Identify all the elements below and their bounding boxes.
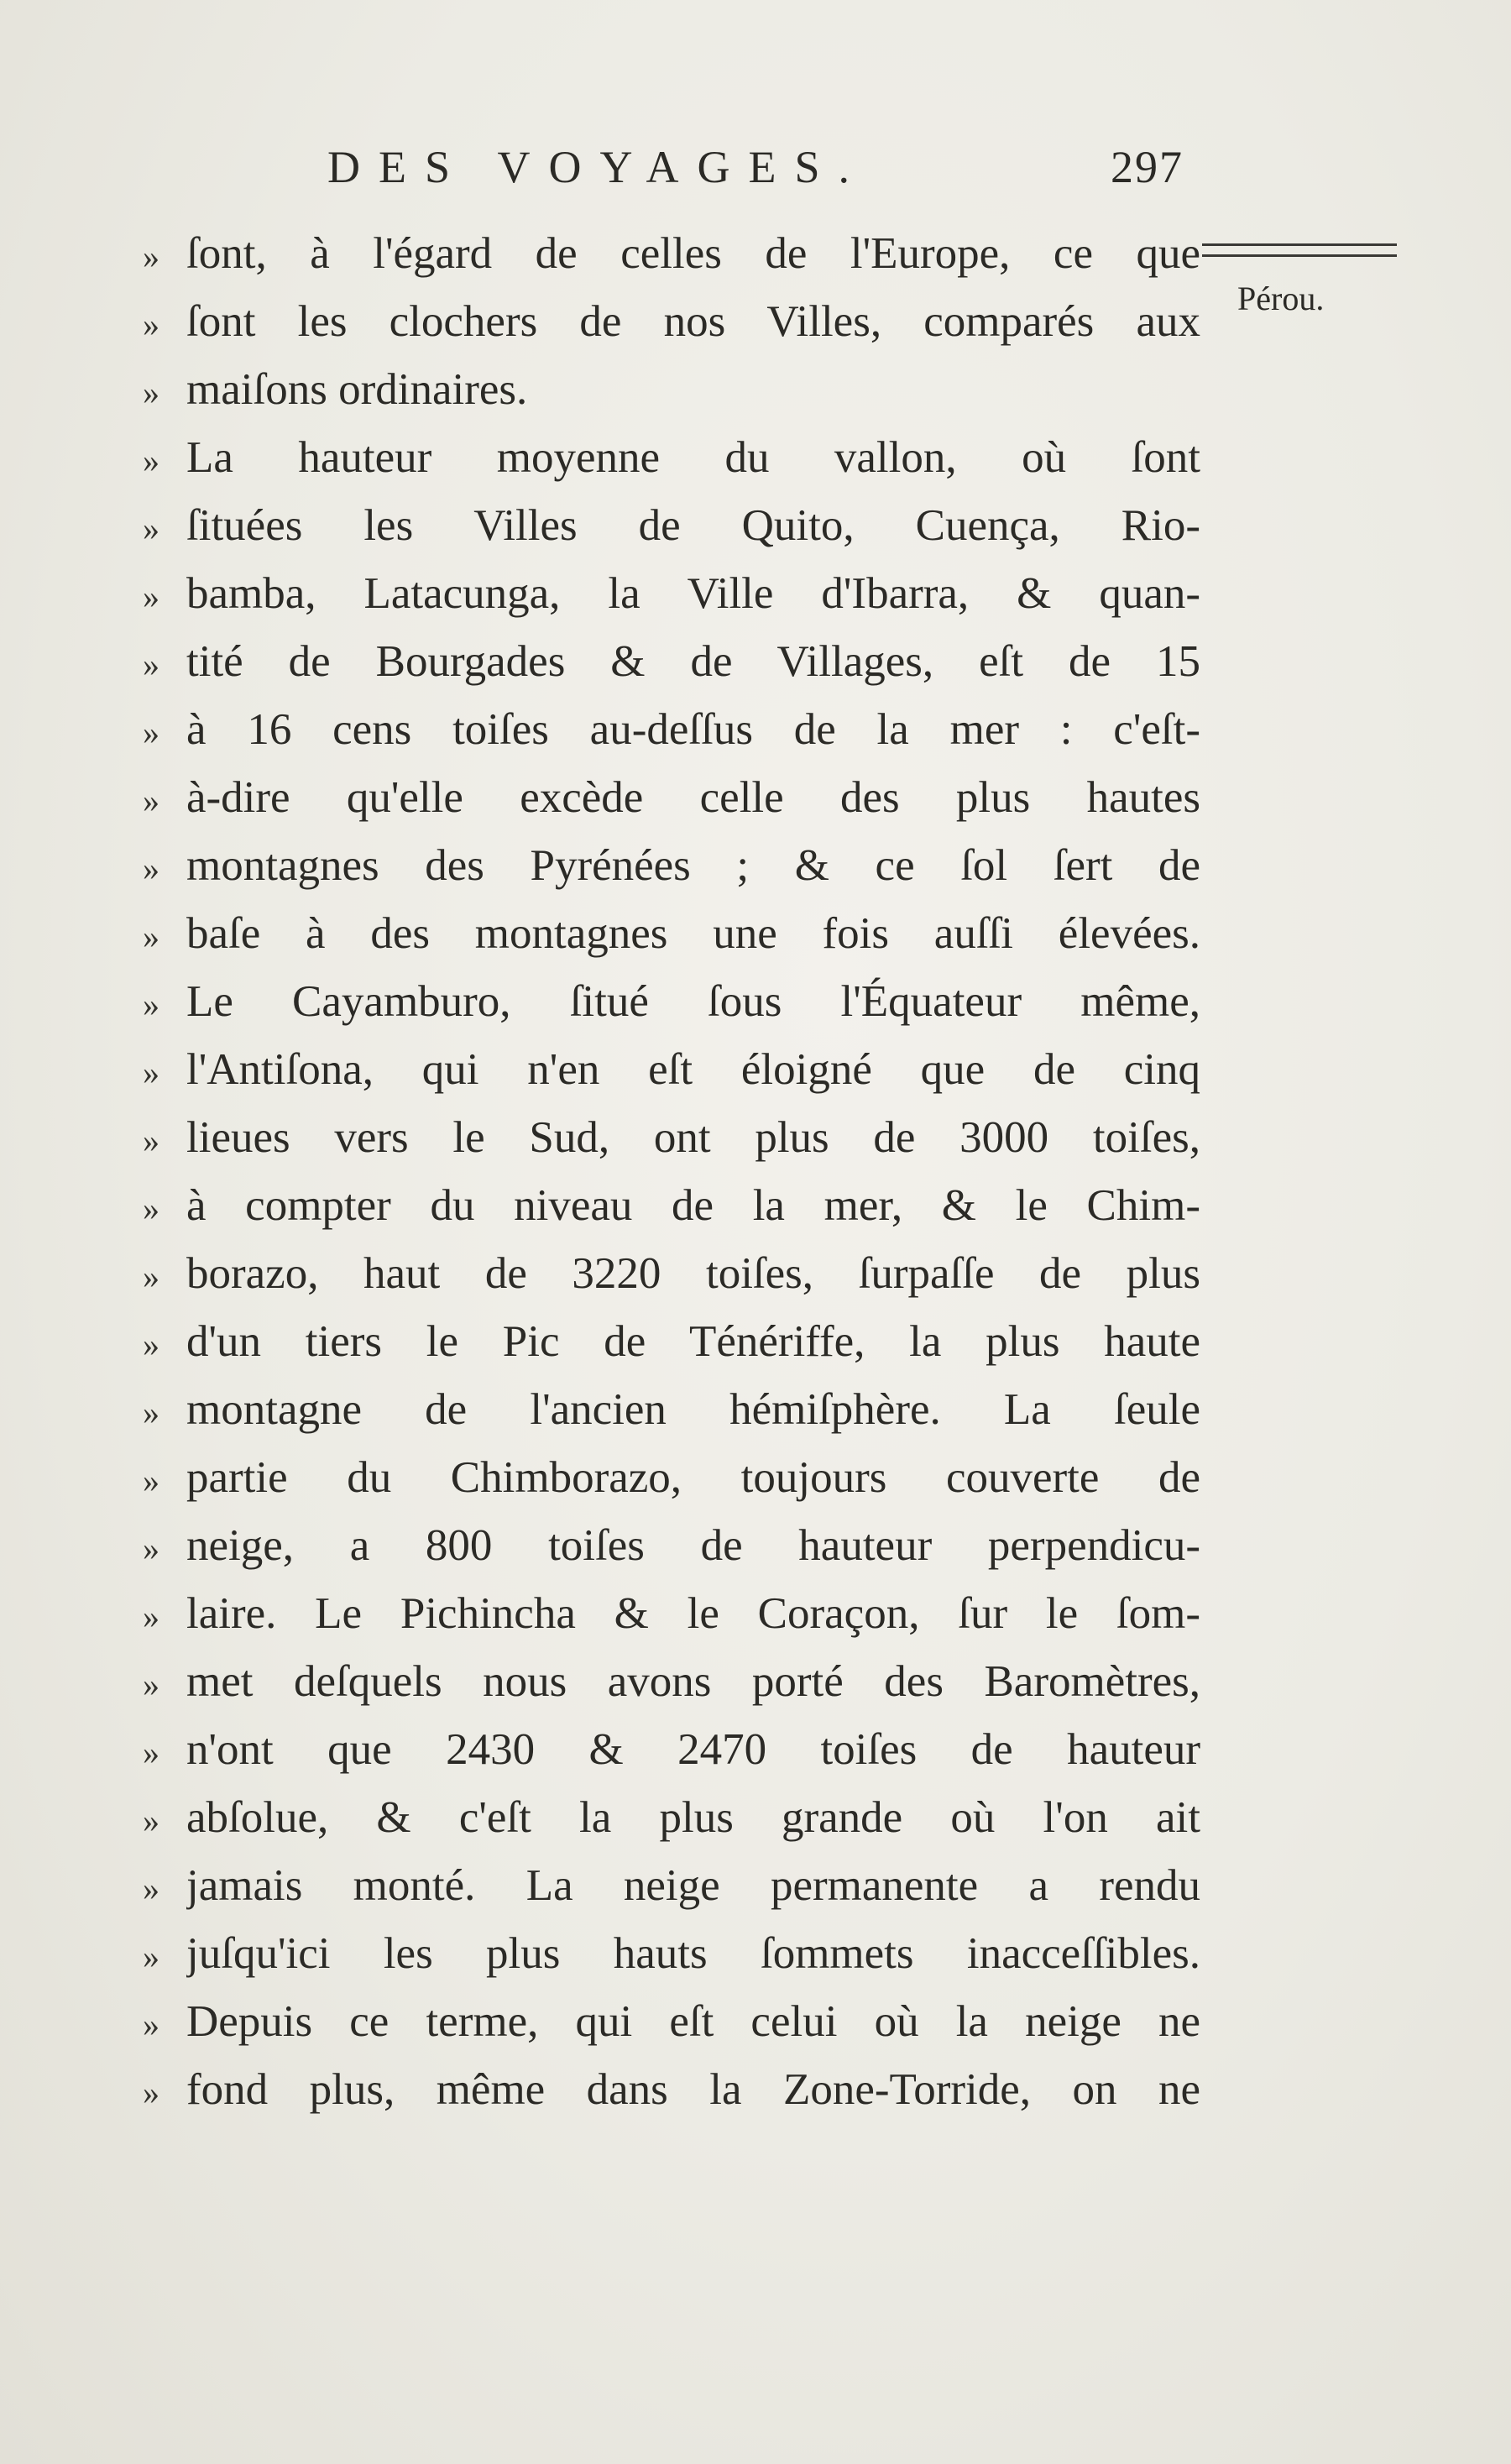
text-line (143, 764, 1200, 832)
line-text: à compter du niveau de la mer, & le Chim- (186, 1181, 1200, 1230)
quote-mark: » (143, 1326, 159, 1363)
text-line (143, 1036, 1200, 1104)
quote-mark: » (143, 1054, 159, 1091)
quote-mark: » (143, 782, 159, 819)
quote-mark: » (143, 1598, 159, 1635)
quote-mark: » (143, 510, 159, 547)
line-text: laire. Le Pichincha & le Coraçon, ſur le ſom- (186, 1589, 1200, 1638)
line-text: montagne de l'ancien hémiſphère. La ſeule (186, 1385, 1200, 1434)
line-text: à 16 cens toiſes au-deſſus de la mer : c'eſt- (186, 705, 1200, 754)
body-text (143, 220, 1200, 2124)
text-line (143, 1240, 1200, 1308)
text-line (143, 288, 1200, 356)
quote-mark: » (143, 646, 159, 683)
text-line (143, 628, 1200, 696)
quote-mark: » (143, 2074, 159, 2111)
text-line (143, 220, 1200, 288)
quote-mark: » (143, 1870, 159, 1907)
text-line (143, 1172, 1200, 1240)
quote-mark: » (143, 1394, 159, 1431)
quote-mark: » (143, 306, 159, 343)
line-text: Depuis ce terme, qui eſt celui où la neige ne (186, 1997, 1200, 2046)
line-text: fond plus, même dans la Zone-Torride, on ne (186, 2065, 1200, 2114)
line-text: jamais monté. La neige permanente a rendu (186, 1861, 1200, 1910)
text-line (143, 1716, 1200, 1784)
text-line (143, 2056, 1200, 2124)
quote-mark: » (143, 1802, 159, 1839)
line-text: tité de Bourgades & de Villages, eſt de 15 (186, 637, 1200, 686)
quote-mark: » (143, 374, 159, 411)
text-line (143, 696, 1200, 764)
line-text: maiſons ordinaires. (186, 365, 528, 414)
quote-mark: » (143, 1258, 159, 1295)
text-line (143, 560, 1200, 628)
line-text: ſont, à l'égard de celles de l'Europe, ce que (186, 229, 1200, 278)
quote-mark: » (143, 714, 159, 751)
line-text: met deſquels nous avons porté des Baromètres, (186, 1657, 1200, 1706)
quote-mark: » (143, 442, 159, 479)
line-text: partie du Chimborazo, toujours couverte de (186, 1453, 1200, 1502)
text-line (143, 492, 1200, 560)
line-text: ſont les clochers de nos Villes, comparés aux (186, 297, 1200, 346)
text-line (143, 1988, 1200, 2056)
line-text: bamba, Latacunga, la Ville d'Ibarra, & quan- (186, 569, 1200, 618)
quote-mark: » (143, 1666, 159, 1703)
text-line (143, 1648, 1200, 1716)
quote-mark: » (143, 578, 159, 615)
line-text: Le Cayamburo, ſitué ſous l'Équateur même, (186, 977, 1200, 1026)
margin-rule (1202, 243, 1397, 257)
text-line (143, 424, 1200, 492)
line-text: juſqu'ici les plus hauts ſommets inacceſſibles. (186, 1929, 1200, 1978)
text-line (143, 1512, 1200, 1580)
line-text: ſituées les Villes de Quito, Cuença, Rio- (186, 501, 1200, 550)
text-line (143, 968, 1200, 1036)
line-text: n'ont que 2430 & 2470 toiſes de hauteur (186, 1725, 1200, 1774)
text-line (143, 356, 1200, 424)
quote-mark: » (143, 918, 159, 955)
text-line (143, 1104, 1200, 1172)
text-line (143, 1444, 1200, 1512)
text-line (143, 832, 1200, 900)
line-text: lieues vers le Sud, ont plus de 3000 toiſes, (186, 1113, 1200, 1162)
line-text: neige, a 800 toiſes de hauteur perpendicu- (186, 1521, 1200, 1570)
text-line (143, 1920, 1200, 1988)
text-line (143, 1376, 1200, 1444)
quote-mark: » (143, 1734, 159, 1771)
page-header (327, 141, 1184, 208)
line-text: l'Antiſona, qui n'en eſt éloigné que de cinq (186, 1045, 1200, 1094)
line-text: montagnes des Pyrénées ; & ce ſol ſert de (186, 841, 1200, 890)
text-line (143, 1784, 1200, 1852)
line-text: borazo, haut de 3220 toiſes, ſurpaſſe de plus (186, 1249, 1200, 1298)
text-line (143, 1852, 1200, 1920)
quote-mark: » (143, 1190, 159, 1227)
quote-mark: » (143, 850, 159, 887)
text-line (143, 1308, 1200, 1376)
quote-mark: » (143, 1938, 159, 1975)
line-text: d'un tiers le Pic de Ténériffe, la plus haute (186, 1317, 1200, 1366)
text-line (143, 1580, 1200, 1648)
line-text: abſolue, & c'eſt la plus grande où l'on ait (186, 1793, 1200, 1842)
quote-mark: » (143, 1530, 159, 1567)
page-number: 297 (1111, 142, 1184, 192)
quote-mark: » (143, 2006, 159, 2043)
margin-note: Pérou. (1237, 280, 1325, 317)
quote-mark: » (143, 986, 159, 1023)
quote-mark: » (143, 1122, 159, 1159)
line-text: baſe à des montagnes une fois auſſi élevées. (186, 909, 1200, 958)
text-line (143, 900, 1200, 968)
quote-mark: » (143, 238, 159, 275)
line-text: La hauteur moyenne du vallon, où ſont (186, 433, 1200, 482)
quote-mark: » (143, 1462, 159, 1499)
running-title: DES VOYAGES. (327, 142, 869, 192)
line-text: à-dire qu'elle excède celle des plus hautes (186, 773, 1200, 822)
